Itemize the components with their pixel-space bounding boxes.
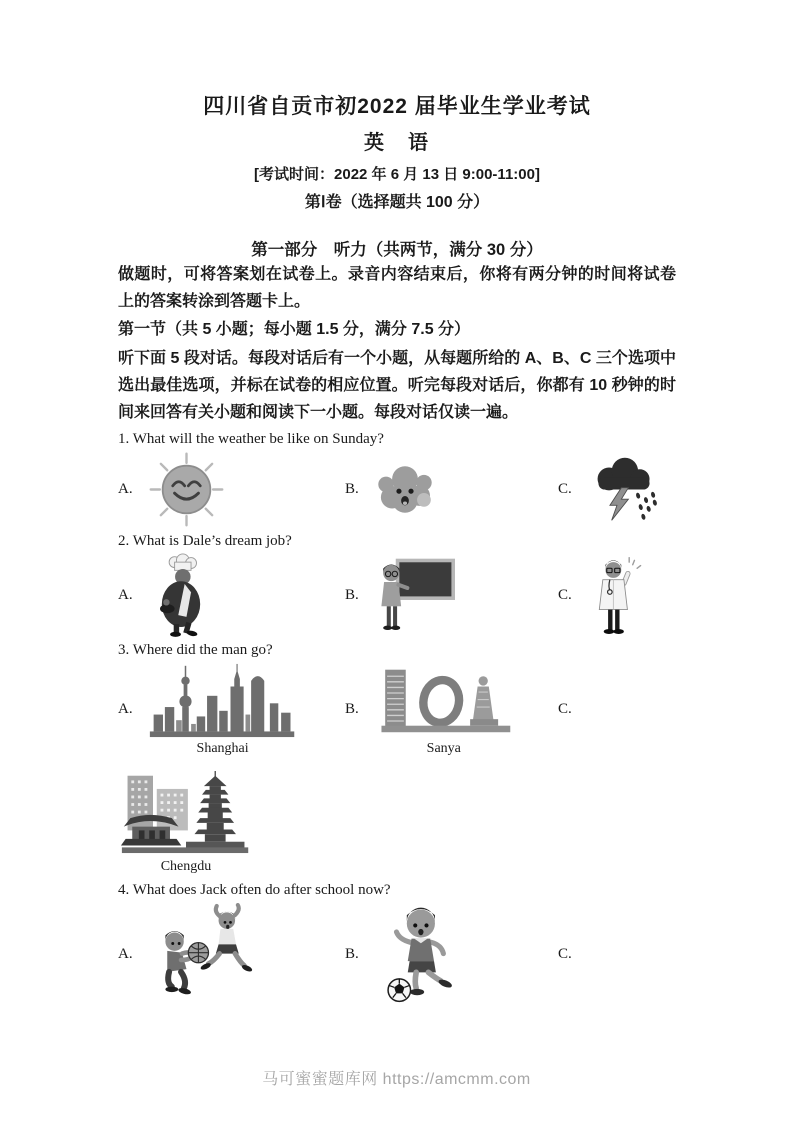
question-3-text: 3. Where did the man go? (118, 642, 273, 659)
question-4-options (118, 902, 676, 1007)
question-1-option-a (118, 451, 345, 528)
part-title: 第一部分 听力（共两节，满分 30 分） (251, 241, 543, 259)
question-2-options (118, 553, 676, 637)
shanghai-figure (148, 662, 298, 757)
chef-icon (148, 553, 214, 637)
question-2-option-a (118, 553, 345, 637)
question-2-option-c (558, 555, 676, 636)
option-label: C. (558, 946, 572, 963)
section-title: 第一节（共 5 小题；每小题 1.5 分，满分 7.5 分） (118, 321, 471, 339)
teacher-icon (374, 556, 457, 635)
footer-watermark: 马可蜜蜜题库网 https://amcmm.com (262, 1071, 531, 1088)
option-label: B. (345, 946, 359, 963)
option-caption: Sanya (426, 741, 461, 757)
question-4-option-b (345, 902, 558, 1007)
doctor-icon (587, 555, 645, 636)
section-instructions: 听下面 5 段对话。每段对话后有一个小题，从每题所给的 A、B、C 三个选项中选出最佳选项，并标在试卷的相应位置。听完每段对话后，你都有 10 秒钟的时间来回答有关小题和阅读下一小题。每段对话仅读一遍。 (118, 349, 676, 421)
sun-icon (148, 451, 225, 528)
option-label: B. (345, 481, 359, 498)
option-label: C. (558, 481, 572, 498)
question-2-option-b (345, 556, 558, 635)
question-4-option-a (118, 903, 345, 1006)
question-3-option-a (118, 662, 345, 757)
option-label: B. (345, 586, 359, 603)
general-instructions: 做题时，可将答案划在试卷上。录音内容结束后，你将有两分钟的时间将试卷上的答案转涂到答题卡上。 (118, 266, 676, 311)
subject-title: 英 语 (364, 132, 430, 154)
question-4-text: 4. What does Jack often do after school now? (118, 882, 391, 899)
basketball-kids-icon (148, 903, 258, 1006)
shanghai-skyline-icon (148, 662, 298, 739)
option-label: A. (118, 586, 133, 603)
soccer-boy-icon (374, 902, 464, 1007)
exam-time: [考试时间：2022 年 6 月 13 日 9:00-11:00] (254, 166, 540, 183)
question-4-option-c (558, 946, 676, 963)
option-label: B. (345, 701, 359, 718)
question-1-option-b (345, 461, 558, 518)
option-label: C. (558, 586, 572, 603)
question-3-option-b (345, 662, 558, 757)
question-1-options (118, 451, 676, 528)
option-label: A. (118, 946, 133, 963)
option-label: C. (558, 701, 572, 718)
cloud-icon (374, 461, 436, 518)
chengdu-figure (120, 768, 252, 875)
question-3-option-c (558, 701, 676, 718)
option-label: A. (118, 701, 133, 718)
page-title: 四川省自贡市初2022 届毕业生学业考试 (203, 95, 591, 118)
option-label: A. (118, 481, 133, 498)
sanya-figure (374, 662, 514, 757)
question-2-text: 2. What is Dale’s dream job? (118, 533, 292, 550)
chengdu-pagoda-icon (120, 768, 252, 857)
storm-rain-icon (587, 455, 661, 524)
question-1-option-c (558, 455, 676, 524)
question-3-options (118, 662, 676, 757)
question-1-text: 1. What will the weather be like on Sunday? (118, 431, 384, 448)
volume-title: 第Ⅰ卷（选择题共 100 分） (304, 194, 490, 211)
option-caption: Shanghai (196, 741, 249, 757)
sanya-landmarks-icon (374, 662, 514, 739)
question-3-option-c-figure (120, 768, 252, 875)
option-caption: Chengdu (160, 859, 212, 875)
